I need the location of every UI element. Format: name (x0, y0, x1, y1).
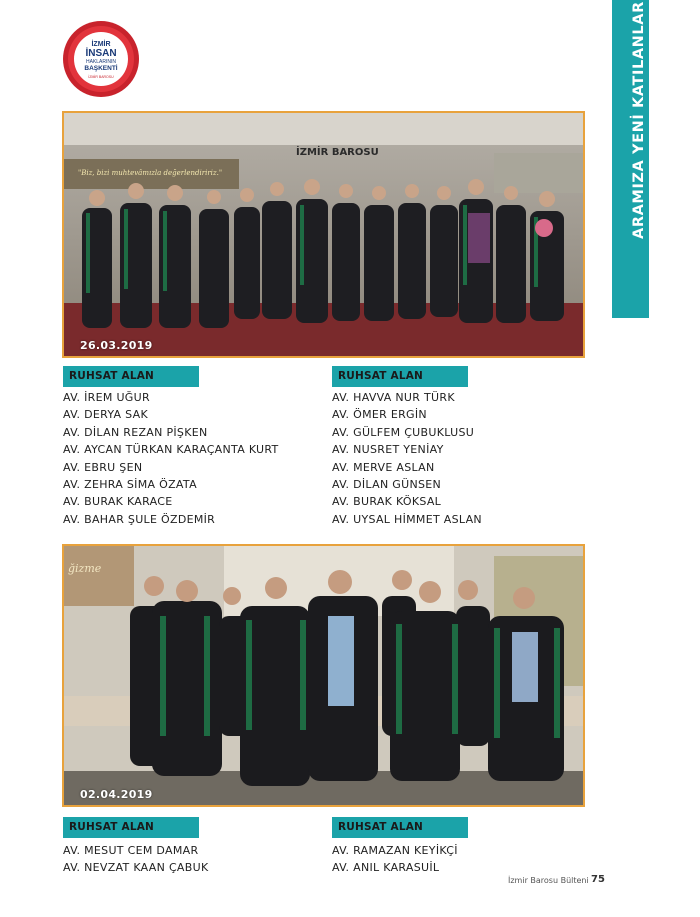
group-header-top-right: RUHSAT ALAN (332, 366, 468, 387)
list-item: AV. NUSRET YENİAY (332, 443, 444, 457)
group-header-bottom-right: RUHSAT ALAN (332, 817, 468, 838)
group-header-bottom-left: RUHSAT ALAN (63, 817, 199, 838)
name-list-top-left (63, 389, 279, 528)
svg-text:"Biz, bizi muhtevâmızla değerl: "Biz, bizi muhtevâmızla değerlendiririz." (78, 169, 223, 177)
list-item: AV. BURAK KÖKSAL (332, 495, 442, 509)
list-item: AV. NEVZAT KAAN ÇABUK (63, 861, 209, 875)
svg-text:BAŞKENTİ: BAŞKENTİ (84, 65, 118, 72)
list-item: AV. MESUT CEM DAMAR (63, 844, 199, 857)
list-item: AV. AYCAN TÜRKAN KARAÇANTA KURT (63, 443, 279, 457)
list-item: AV. ANIL KARASUİL (332, 861, 440, 875)
list-item: AV. UYSAL HİMMET ASLAN (332, 512, 482, 526)
page-number: 75 (591, 874, 605, 885)
list-item: AV. HAVVA NUR TÜRK (332, 391, 455, 404)
svg-text:İZMİR BAROSU: İZMİR BAROSU (88, 75, 114, 79)
list-item: AV. RAMAZAN KEYİKÇİ (332, 844, 458, 857)
svg-text:ğizme: ğizme (68, 562, 102, 575)
svg-text:İNSAN: İNSAN (85, 48, 117, 59)
name-list-top-right (332, 389, 482, 528)
name-list-bottom-right (332, 842, 458, 877)
list-item: AV. ZEHRA SİMA ÖZATA (63, 478, 197, 492)
list-item: AV. BAHAR ŞULE ÖZDEMİR (63, 512, 216, 526)
list-item: AV. DERYA SAK (63, 408, 148, 422)
list-item: AV. DİLAN REZAN PİŞKEN (63, 425, 208, 439)
list-item: AV. MERVE ASLAN (332, 460, 435, 474)
list-item: AV. DİLAN GÜNSEN (332, 478, 442, 492)
list-item: AV. İREM UĞUR (63, 391, 150, 404)
photo-date-1: 26.03.2019 (80, 339, 153, 352)
group-photo-1 (62, 111, 585, 358)
name-list-bottom-left (63, 842, 208, 877)
svg-text:HAKLARININ: HAKLARININ (85, 59, 117, 65)
svg-text:İZMİR: İZMİR (91, 41, 111, 48)
svg-text:İZMİR BAROSU: İZMİR BAROSU (296, 147, 379, 158)
list-item: AV. ÖMER ERGİN (332, 408, 427, 422)
footer-publication: İzmir Barosu Bülteni (508, 876, 589, 885)
photo-date-2: 02.04.2019 (80, 788, 153, 801)
section-title: ARAMIZA YENİ KATILANLAR (631, 1, 647, 239)
group-header-top-left: RUHSAT ALAN (63, 366, 199, 387)
list-item: AV. BURAK KARACE (63, 495, 173, 509)
list-item: AV. EBRU ŞEN (63, 460, 143, 474)
group-photo-2 (62, 544, 585, 807)
izmir-bar-logo (61, 19, 141, 99)
list-item: AV. GÜLFEM ÇUBUKLUSU (332, 425, 475, 439)
